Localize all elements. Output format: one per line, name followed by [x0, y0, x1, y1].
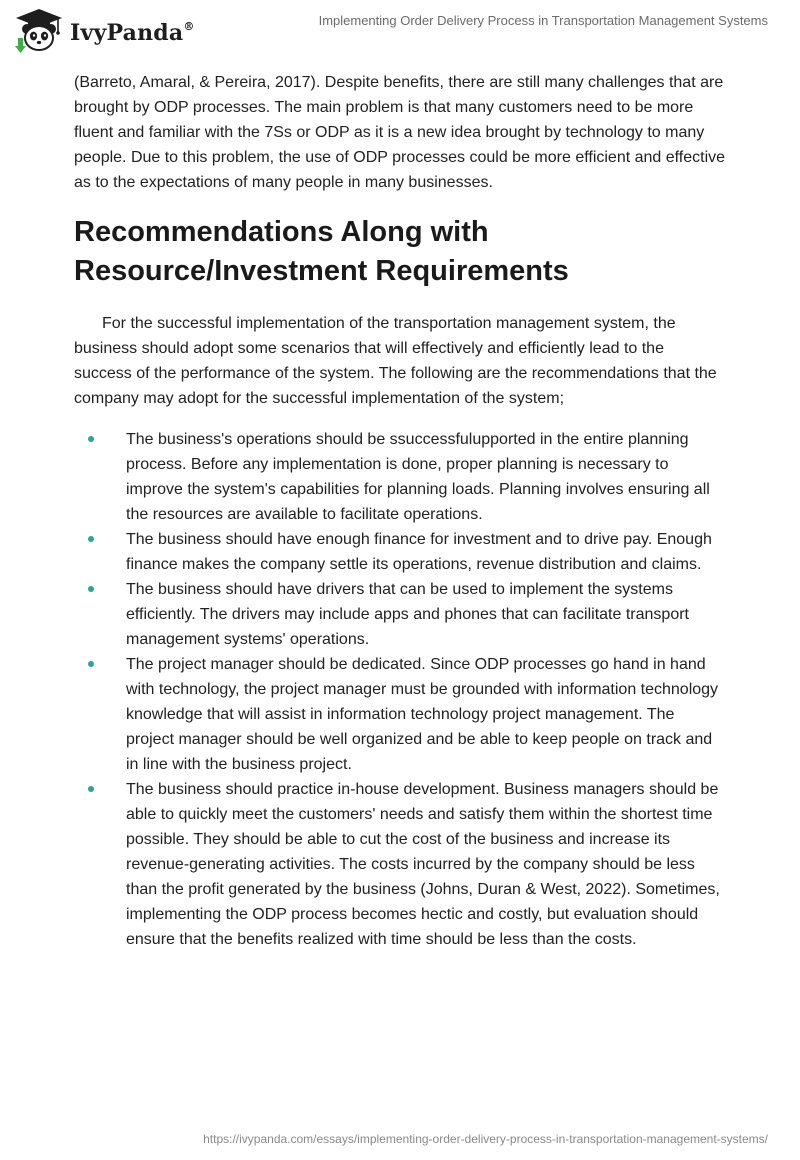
list-item-text: The business should have enough finance for investment and to drive pay. Enough finance makes the company settle its operations, revenue distribution and claims.	[126, 531, 712, 573]
list-item	[74, 427, 726, 527]
ivypanda-logo[interactable]	[14, 8, 195, 54]
source-url[interactable]: https://ivypanda.com/essays/implementing-order-delivery-process-in-transportation-management-systems/	[203, 1132, 768, 1146]
list-item	[74, 652, 726, 777]
page-header	[0, 0, 800, 62]
bullet-icon	[88, 661, 94, 667]
brand-name: IvyPanda®	[70, 19, 195, 46]
recommendations-list	[74, 427, 726, 952]
bullet-icon	[88, 786, 94, 792]
list-item	[74, 777, 726, 952]
bullet-icon	[88, 586, 94, 592]
list-item-text: The business should practice in-house development. Business managers should be able to quickly meet the customers' needs and satisfy them within the shortest time possible. They should be able to cut the cost of the business and increase its revenue-generating activities. The costs incurred by the company should be less than the profit generated by the business (Johns, Duran & West, 2022). Sometimes, implementing the ODP process becomes hectic and costly, but evaluation should ensure that the benefits realized with time should be less than the costs.	[126, 781, 720, 948]
essay-content	[74, 70, 726, 952]
section-paragraph: For the successful implementation of the transportation management system, the business should adopt some scenarios that will effectively and efficiently lead to the success of the performance of the system. The following are the recommendations that the company may adopt for the successful implementation of the system;	[74, 315, 717, 407]
bullet-icon	[88, 536, 94, 542]
intro-paragraph: (Barreto, Amaral, & Pereira, 2017). Despite benefits, there are still many challenges that are brought by ODP processes. The main problem is that many customers need to be more fluent and familiar with the 7Ss or ODP as it is a new idea brought by technology to many people. Due to this problem, the use of ODP processes could be more efficient and effective as to the expectations of many people in many businesses.	[74, 74, 726, 191]
list-item-text: The business's operations should be ssuccessfulupported in the entire planning process. Before any implementation is done, proper planning is necessary to improve the system's capabilities for planning loads. Planning involves ensuring all the resources are available to facilitate operations.	[126, 431, 710, 523]
list-item-text: The business should have drivers that can be used to implement the systems efficiently. The drivers may include apps and phones that can facilitate transport management systems' operations.	[126, 581, 689, 648]
list-item	[74, 527, 726, 577]
document-title: Implementing Order Delivery Process in Transportation Management Systems	[318, 13, 768, 28]
bullet-icon	[88, 436, 94, 442]
section-heading: Recommendations Along with Resource/Investment Requirements	[74, 216, 569, 287]
panda-graduate-icon	[14, 8, 64, 54]
list-item	[74, 577, 726, 652]
registered-mark: ®	[183, 19, 195, 33]
list-item-text: The project manager should be dedicated. Since ODP processes go hand in hand with technology, the project manager must be grounded with information technology knowledge that will assist in information technology project management. The project manager should be well organized and be able to keep people on track and in line with the business project.	[126, 656, 719, 773]
